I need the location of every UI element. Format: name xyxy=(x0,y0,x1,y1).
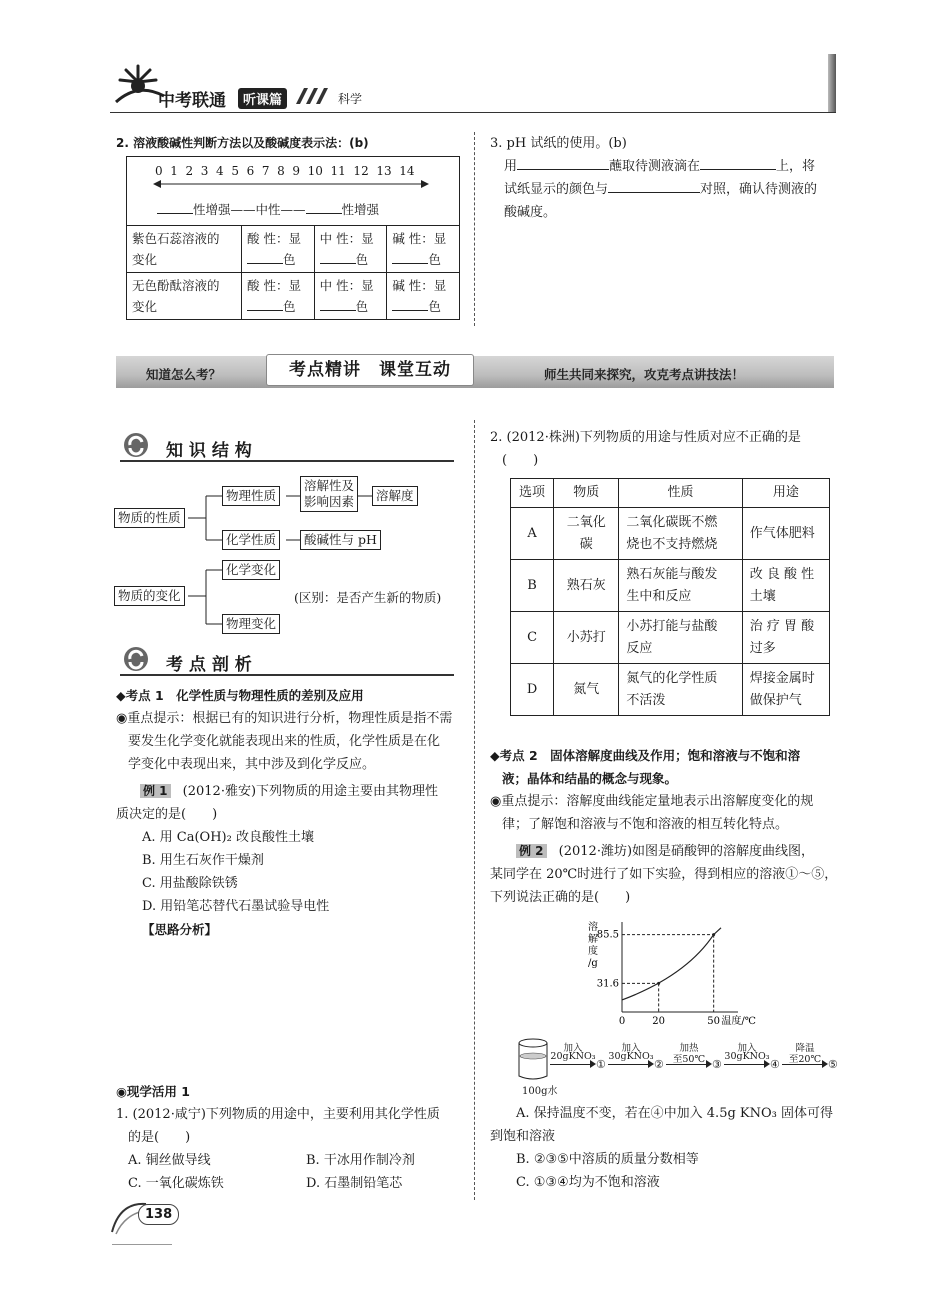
cell-text: 反应 xyxy=(626,640,653,656)
process-step xyxy=(608,1040,654,1074)
color-suffix: 色 xyxy=(428,252,441,267)
key-point-1: ◆考点 1 化学性质与物理性质的差别及应用 xyxy=(116,688,364,703)
solution-number: ② xyxy=(654,1058,664,1071)
option-cell: C xyxy=(511,612,554,664)
cell-text: 烧也不支持燃烧 xyxy=(626,536,718,552)
ph-scale-cell xyxy=(127,157,460,226)
key-point-2-section xyxy=(490,744,840,909)
solution-number: ⑤ xyxy=(828,1058,838,1071)
banner-center-text: 考点精讲 课堂互动 xyxy=(266,354,474,386)
q2-table xyxy=(510,478,830,716)
practice-1 xyxy=(116,1080,466,1195)
brand-title: 中考联通 xyxy=(158,91,226,111)
base-label: 碱 性：显 xyxy=(392,231,447,246)
example-2-stem xyxy=(490,840,840,863)
q3-text: 用 xyxy=(504,159,518,174)
banner-left-text: 知道怎么考？ xyxy=(146,367,222,382)
q3-title: 3. pH 试纸的使用。(b) xyxy=(490,136,627,151)
data-point xyxy=(657,982,660,985)
table-row xyxy=(511,508,830,560)
option-a-cont: 到饱和溶液 xyxy=(490,1129,556,1144)
col-header: 选项 xyxy=(511,479,554,508)
header-tag: 听课篇 xyxy=(238,88,287,109)
key-point-2: ◆考点 2 固体溶解度曲线及作用；饱和溶液与不饱和溶 xyxy=(490,748,801,763)
step-action: 加入 xyxy=(563,1043,583,1054)
property-cell xyxy=(619,508,742,560)
cell-text: 不活泼 xyxy=(626,692,666,708)
refresh-icon xyxy=(120,644,156,674)
x-tick-label: 0 xyxy=(618,1016,626,1027)
option-b: B. ②③⑤中溶质的质量分数相等 xyxy=(516,1152,699,1167)
practice-heading: ◉现学活用 1 xyxy=(116,1084,190,1099)
header-subject: 科学 xyxy=(338,92,363,106)
option-a: A. 用 Ca(OH)₂ 改良酸性土壤 xyxy=(142,830,314,845)
option-cell: B xyxy=(511,560,554,612)
example-1-text: 质决定的是( ) xyxy=(116,807,218,822)
ph-scale-numbers: 0 1 2 3 4 5 6 7 8 9 10 11 12 13 14 xyxy=(155,164,415,178)
header-right-edge xyxy=(828,54,836,112)
experiment-process xyxy=(516,1034,838,1100)
option-b: B. 干冰用作制冷剂 xyxy=(306,1153,415,1168)
analysis-heading-rule xyxy=(120,674,454,676)
cell-text: 治 疗 胃 酸 xyxy=(749,618,815,634)
knowledge-heading-rule xyxy=(120,460,454,462)
q3-text: 蘸取待测液滴在 xyxy=(609,159,701,174)
column-divider-top xyxy=(474,132,475,326)
table-row xyxy=(127,226,460,273)
q3-top xyxy=(490,132,840,224)
solubility-curve xyxy=(622,928,721,1000)
color-suffix: 色 xyxy=(283,299,296,314)
acid-label: 酸 性：显 xyxy=(247,231,301,246)
col-header: 物质 xyxy=(554,479,619,508)
refresh-icon xyxy=(120,430,156,460)
arrow-icon xyxy=(666,1064,710,1065)
step-amount: 20gKNO₃ xyxy=(550,1051,596,1062)
column-divider-bottom xyxy=(474,420,475,1200)
col-header: 用途 xyxy=(742,479,829,508)
practice-1-stem: 的是( ) xyxy=(128,1130,191,1145)
option-d: D. 石墨制铅笔芯 xyxy=(306,1176,403,1191)
beaker-label: 100g水 xyxy=(522,1086,558,1097)
q3-text: 对照，确认待测液的 xyxy=(700,182,818,197)
y-tick-label: 31.6 xyxy=(596,978,619,990)
y-axis-label: 度 xyxy=(588,946,598,957)
beaker-icon xyxy=(516,1038,550,1082)
key-point-2: 液；晶体和结晶的概念与现象。 xyxy=(502,771,678,786)
col-header: 性质 xyxy=(619,479,742,508)
example-1-tag: 例 1 xyxy=(140,784,171,798)
x-axis-label: 温度/℃ xyxy=(721,1016,756,1027)
step-action: 加热 xyxy=(679,1043,699,1054)
data-point xyxy=(712,933,715,936)
node-chemical-properties: 化学性质 xyxy=(222,530,280,550)
substance-cell: 二氧化碳 xyxy=(554,508,619,560)
option-cell: A xyxy=(511,508,554,560)
solution-number: ④ xyxy=(770,1058,780,1071)
stripes-icon xyxy=(296,88,330,104)
q3-line-1 xyxy=(490,155,840,178)
solution-number: ③ xyxy=(712,1058,722,1071)
process-step xyxy=(666,1040,712,1074)
node-text: 溶解性及 xyxy=(304,478,355,493)
neutral-label: 中 性：显 xyxy=(319,278,374,293)
practice-options-row xyxy=(116,1172,466,1195)
option-d: D. 用铅笔芯替代石墨试验导电性 xyxy=(142,899,330,914)
step-action: 加入 xyxy=(737,1043,757,1054)
practice-1-stem: 1. (2012·咸宁)下列物质的用途中，主要利用其化学性质 xyxy=(116,1107,440,1122)
step-action: 降温 xyxy=(795,1043,815,1054)
cell-text: 改 良 酸 性 xyxy=(749,566,815,582)
base-label: 碱 性：显 xyxy=(392,278,447,293)
cell-text: 生中和反应 xyxy=(626,588,692,604)
section-banner xyxy=(116,356,834,388)
table-header-row xyxy=(511,479,830,508)
cell-text: 二氧化碳既不燃 xyxy=(626,514,718,530)
thinking-analysis-label: 【思路分析】 xyxy=(142,922,218,937)
arrow-icon xyxy=(550,1064,594,1065)
cell-text: 氮气的化学性质 xyxy=(626,670,718,686)
trend-part-1: 性增强——中性—— xyxy=(193,202,306,217)
cell-text: 土壤 xyxy=(749,588,776,604)
y-axis-label: 溶 xyxy=(588,922,598,933)
knowledge-heading: 知 识 结 构 xyxy=(166,441,252,461)
table-row xyxy=(511,612,830,664)
property-cell xyxy=(619,560,742,612)
x-tick-label: 50 xyxy=(707,1016,721,1027)
option-a: A. 保持温度不变，若在④中加入 4.5g KNO₃ 固体可得 xyxy=(516,1106,834,1121)
option-c: C. 一氧化碳炼铁 xyxy=(128,1176,224,1191)
trend-part-2: 性增强 xyxy=(341,202,380,217)
process-step xyxy=(550,1040,596,1074)
y-axis-label: 解 xyxy=(588,934,598,945)
page-number: 138 xyxy=(138,1204,179,1225)
process-step xyxy=(724,1040,770,1074)
example-1-text: (2012·雅安)下列物质的用途主要由其物理性 xyxy=(182,784,439,799)
cell-text: 焊接金属时 xyxy=(749,670,815,686)
hint-1-line: ◉重点提示：根据已有的知识进行分析，物理性质是指不需 xyxy=(116,711,453,726)
use-cell: 作气体肥料 xyxy=(742,508,829,560)
example-1-stem xyxy=(116,780,466,803)
cell-text: 过多 xyxy=(749,640,776,656)
step-amount: 30gKNO₃ xyxy=(724,1051,770,1062)
node-chemical-change: 化学变化 xyxy=(222,560,280,580)
hint-1-line: 要发生化学变化就能表现出来的性质，化学性质是在化 xyxy=(128,734,441,749)
analysis-heading: 考 点 剖 析 xyxy=(166,655,252,675)
cell-text: 做保护气 xyxy=(749,692,802,708)
row-label: 变化 xyxy=(132,252,158,267)
solubility-chart xyxy=(586,918,756,1030)
hint-2-line: ◉重点提示：溶解度曲线能定量地表示出溶解度变化的规 xyxy=(490,794,814,809)
x-tick-label: 20 xyxy=(652,1016,666,1027)
row-label: 紫色石蕊溶液的 xyxy=(132,231,220,246)
y-axis-label: /g xyxy=(588,958,598,969)
acid-label: 酸 性：显 xyxy=(247,278,301,293)
substance-cell: 小苏打 xyxy=(554,612,619,664)
option-b: B. 用生石灰作干燥剂 xyxy=(142,853,264,868)
step-action: 加入 xyxy=(621,1043,641,1054)
color-suffix: 色 xyxy=(283,252,296,267)
process-step xyxy=(782,1040,828,1074)
step-amount: 至20℃ xyxy=(788,1054,822,1065)
example-2-tag: 例 2 xyxy=(516,844,547,858)
double-arrow-icon xyxy=(153,179,429,189)
q2-stem: ( ) xyxy=(502,453,539,468)
q3-line-3: 酸碱度。 xyxy=(504,205,557,220)
q3-text: 上，将 xyxy=(776,159,816,174)
right-q2 xyxy=(490,426,840,472)
analysis-body xyxy=(116,684,466,941)
use-cell xyxy=(742,664,829,716)
property-cell xyxy=(619,612,742,664)
substance-cell: 熟石灰 xyxy=(554,560,619,612)
cell-text: 熟石灰能与酸发 xyxy=(626,566,718,582)
solution-number: ① xyxy=(596,1058,606,1071)
example-2-text: (2012·潍坊)如图是硝酸钾的溶解度曲线图， xyxy=(558,844,815,859)
option-c: C. 用盐酸除铁锈 xyxy=(142,876,238,891)
node-text: 影响因素 xyxy=(304,494,355,509)
q2-top-title: 2. 溶液酸碱性判断方法以及酸碱度表示法：(b) xyxy=(116,136,369,150)
arrow-icon xyxy=(724,1064,768,1065)
arrow-icon xyxy=(608,1064,652,1065)
node-material-changes: 物质的变化 xyxy=(114,586,185,606)
node-solubility-factors xyxy=(300,476,358,512)
hint-1-line: 学变化中表现出来，其中涉及到化学反应。 xyxy=(128,757,376,772)
q2-stem: 2. (2012·株洲)下列物质的用途与性质对应不正确的是 xyxy=(490,430,801,445)
step-amount: 至50℃ xyxy=(672,1054,706,1065)
node-acidity-ph: 酸碱性与 pH xyxy=(300,530,381,550)
neutral-label: 中 性：显 xyxy=(319,231,374,246)
property-cell xyxy=(619,664,742,716)
banner-right-text: 师生共同来探究，攻克考点讲技法！ xyxy=(544,367,745,382)
concept-map xyxy=(114,474,464,634)
y-tick-label: 85.5 xyxy=(596,929,619,941)
node-material-properties: 物质的性质 xyxy=(114,508,185,528)
option-cell: D xyxy=(511,664,554,716)
table-row xyxy=(511,560,830,612)
example-2-text: 某同学在 20℃时进行了如下实验，得到相应的溶液①～⑤， xyxy=(490,867,838,882)
table-row xyxy=(127,273,460,320)
substance-cell: 氮气 xyxy=(554,664,619,716)
ph-table xyxy=(126,156,460,320)
arrow-icon xyxy=(782,1064,826,1065)
change-distinction-note: (区别：是否产生新的物质) xyxy=(294,590,442,605)
q3-text: 试纸显示的颜色与 xyxy=(504,182,609,197)
hint-2-line: 律；了解饱和溶液与不饱和溶液的相互转化特点。 xyxy=(502,817,789,832)
node-physical-change: 物理变化 xyxy=(222,614,280,634)
color-suffix: 色 xyxy=(355,299,369,314)
header-rule xyxy=(110,112,836,113)
use-cell xyxy=(742,560,829,612)
q3-line-2 xyxy=(490,178,840,201)
example-2-text: 下列说法正确的是( ) xyxy=(490,890,631,905)
color-suffix: 色 xyxy=(355,252,369,267)
ph-trend-line xyxy=(157,199,379,220)
option-a: A. 铜丝做导线 xyxy=(128,1153,211,1168)
step-amount: 30gKNO₃ xyxy=(608,1051,654,1062)
color-suffix: 色 xyxy=(428,299,441,314)
node-solubility: 溶解度 xyxy=(372,486,418,506)
use-cell xyxy=(742,612,829,664)
table-row xyxy=(511,664,830,716)
practice-options-row xyxy=(116,1149,466,1172)
header xyxy=(110,62,840,114)
cell-text: 小苏打能与盐酸 xyxy=(626,618,718,634)
row-label: 无色酚酞溶液的 xyxy=(132,278,220,293)
node-physical-properties: 物理性质 xyxy=(222,486,280,506)
row-label: 变化 xyxy=(132,299,158,314)
option-c: C. ①③④均为不饱和溶液 xyxy=(516,1175,660,1190)
example-2-options xyxy=(490,1102,840,1194)
footer-rule xyxy=(112,1244,172,1245)
